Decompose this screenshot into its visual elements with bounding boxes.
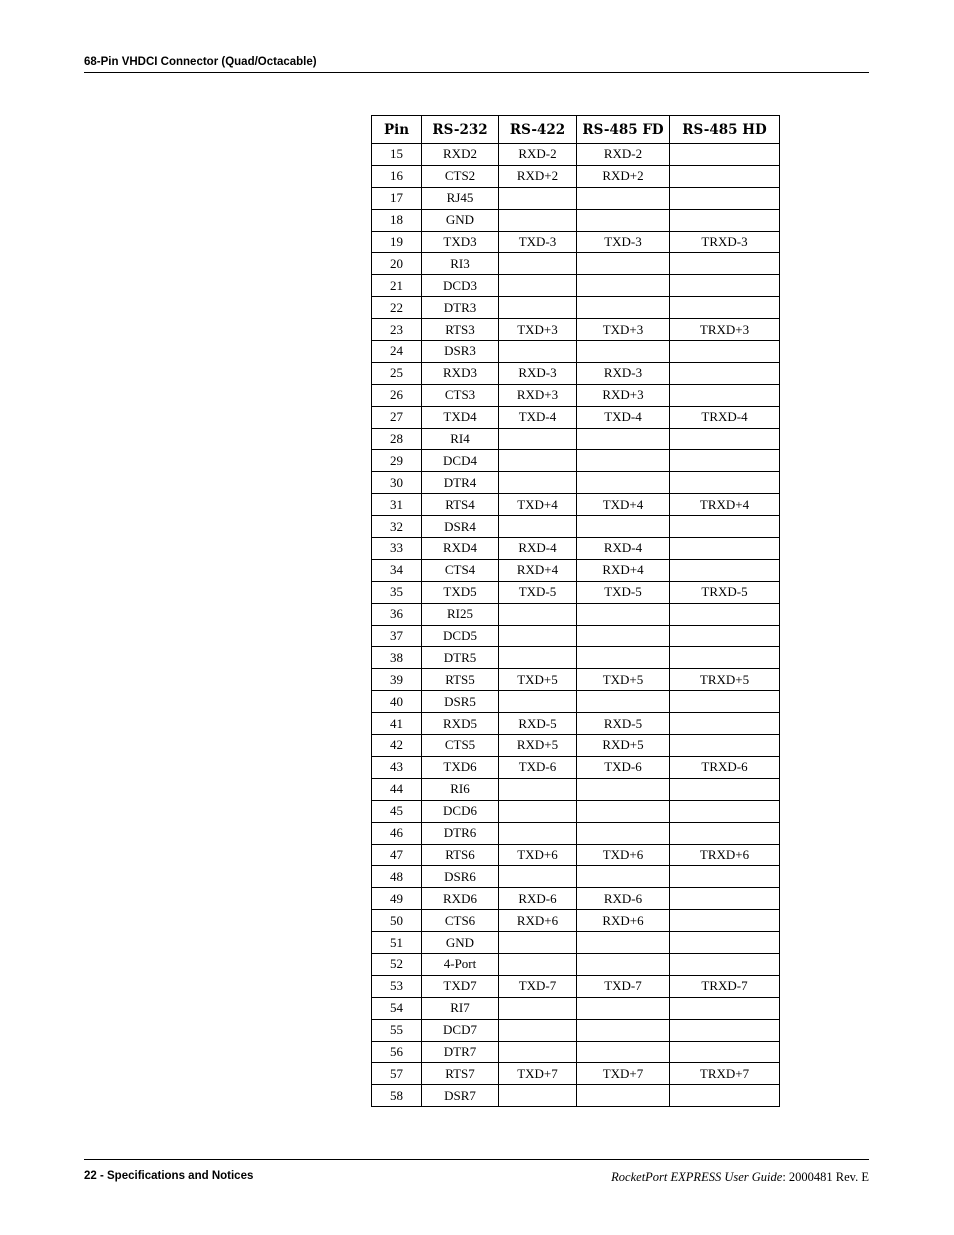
rs485-hd-cell xyxy=(670,953,780,975)
rs422-cell: RXD-6 xyxy=(499,888,577,910)
pin-cell: 30 xyxy=(372,472,422,494)
rs232-cell: DTR7 xyxy=(422,1041,499,1063)
rs422-cell xyxy=(499,932,577,954)
rs485-fd-cell xyxy=(577,603,670,625)
rs422-cell xyxy=(499,1019,577,1041)
table-row xyxy=(372,297,780,319)
rs485-fd-cell xyxy=(577,997,670,1019)
rs422-cell xyxy=(499,953,577,975)
rs422-cell xyxy=(499,822,577,844)
rs485-hd-cell xyxy=(670,691,780,713)
rs485-hd-cell xyxy=(670,778,780,800)
table-row xyxy=(372,735,780,757)
table-row xyxy=(372,625,780,647)
rs485-hd-cell: TRXD-4 xyxy=(670,406,780,428)
rs485-hd-cell: TRXD-7 xyxy=(670,975,780,997)
rs232-cell: DSR5 xyxy=(422,691,499,713)
rs422-cell xyxy=(499,516,577,538)
rs485-fd-cell xyxy=(577,647,670,669)
pin-cell: 19 xyxy=(372,231,422,253)
table-row xyxy=(372,494,780,516)
table-row xyxy=(372,691,780,713)
rs485-hd-cell xyxy=(670,822,780,844)
pin-cell: 32 xyxy=(372,516,422,538)
rs485-fd-cell xyxy=(577,822,670,844)
rs485-hd-cell xyxy=(670,428,780,450)
table-row xyxy=(372,319,780,341)
header-divider xyxy=(84,72,869,73)
table-row xyxy=(372,997,780,1019)
rs232-cell: DTR4 xyxy=(422,472,499,494)
rs422-cell xyxy=(499,647,577,669)
rs422-cell xyxy=(499,691,577,713)
rs485-hd-cell xyxy=(670,165,780,187)
pin-cell: 57 xyxy=(372,1063,422,1085)
rs485-hd-cell xyxy=(670,187,780,209)
rs485-hd-cell: TRXD+4 xyxy=(670,494,780,516)
pin-cell: 37 xyxy=(372,625,422,647)
rs485-fd-cell xyxy=(577,428,670,450)
rs485-hd-cell xyxy=(670,1019,780,1041)
rs422-cell: RXD-5 xyxy=(499,713,577,735)
rs232-cell: TXD7 xyxy=(422,975,499,997)
rs485-fd-cell xyxy=(577,932,670,954)
column-header-rs485-hd: RS-485 HD xyxy=(670,116,780,144)
rs422-cell xyxy=(499,187,577,209)
rs232-cell: RJ45 xyxy=(422,187,499,209)
rs485-fd-cell: TXD-5 xyxy=(577,581,670,603)
table-row xyxy=(372,932,780,954)
pinout-table xyxy=(371,115,780,1107)
table-row xyxy=(372,844,780,866)
rs485-hd-cell xyxy=(670,1085,780,1107)
rs232-cell: RTS7 xyxy=(422,1063,499,1085)
table-body xyxy=(372,144,780,1107)
rs422-cell: TXD-7 xyxy=(499,975,577,997)
rs232-cell: RXD3 xyxy=(422,362,499,384)
rs422-cell xyxy=(499,1041,577,1063)
pin-cell: 56 xyxy=(372,1041,422,1063)
rs422-cell xyxy=(499,253,577,275)
rs232-cell: TXD5 xyxy=(422,581,499,603)
rs485-fd-cell xyxy=(577,800,670,822)
pin-cell: 31 xyxy=(372,494,422,516)
table-row xyxy=(372,275,780,297)
table-row xyxy=(372,647,780,669)
rs232-cell: TXD6 xyxy=(422,756,499,778)
rs232-cell: RTS6 xyxy=(422,844,499,866)
rs485-fd-cell xyxy=(577,297,670,319)
rs422-cell: RXD+2 xyxy=(499,165,577,187)
rs422-cell: TXD-3 xyxy=(499,231,577,253)
pin-cell: 48 xyxy=(372,866,422,888)
table-row xyxy=(372,910,780,932)
table-row xyxy=(372,953,780,975)
rs485-hd-cell xyxy=(670,910,780,932)
pin-cell: 38 xyxy=(372,647,422,669)
rs232-cell: GND xyxy=(422,209,499,231)
rs422-cell xyxy=(499,778,577,800)
rs485-fd-cell xyxy=(577,275,670,297)
pin-cell: 21 xyxy=(372,275,422,297)
pin-cell: 36 xyxy=(372,603,422,625)
table-row xyxy=(372,165,780,187)
rs485-fd-cell: TXD+3 xyxy=(577,319,670,341)
rs232-cell: DCD7 xyxy=(422,1019,499,1041)
table-row xyxy=(372,669,780,691)
rs485-fd-cell xyxy=(577,450,670,472)
rs422-cell xyxy=(499,209,577,231)
rs232-cell: DSR7 xyxy=(422,1085,499,1107)
table-row xyxy=(372,866,780,888)
pin-cell: 22 xyxy=(372,297,422,319)
rs485-hd-cell: TRXD-3 xyxy=(670,231,780,253)
rs485-fd-cell: TXD+7 xyxy=(577,1063,670,1085)
table-row xyxy=(372,559,780,581)
rs485-fd-cell: RXD-4 xyxy=(577,538,670,560)
pin-cell: 27 xyxy=(372,406,422,428)
table-row xyxy=(372,362,780,384)
rs485-fd-cell xyxy=(577,1041,670,1063)
table-row xyxy=(372,538,780,560)
rs485-fd-cell: RXD-6 xyxy=(577,888,670,910)
rs485-fd-cell: RXD+5 xyxy=(577,735,670,757)
rs232-cell: RI7 xyxy=(422,997,499,1019)
footer-revision: : 2000481 Rev. E xyxy=(782,1170,869,1184)
pin-cell: 25 xyxy=(372,362,422,384)
table-header-row xyxy=(372,116,780,144)
table-row xyxy=(372,516,780,538)
table-row xyxy=(372,713,780,735)
rs485-hd-cell: TRXD+5 xyxy=(670,669,780,691)
pin-cell: 49 xyxy=(372,888,422,910)
rs485-fd-cell: RXD+6 xyxy=(577,910,670,932)
table-row xyxy=(372,384,780,406)
pin-cell: 47 xyxy=(372,844,422,866)
rs485-fd-cell: TXD-3 xyxy=(577,231,670,253)
table-row xyxy=(372,800,780,822)
rs485-fd-cell xyxy=(577,1019,670,1041)
rs485-hd-cell: TRXD-5 xyxy=(670,581,780,603)
rs422-cell xyxy=(499,997,577,1019)
rs422-cell: RXD+3 xyxy=(499,384,577,406)
rs485-hd-cell xyxy=(670,209,780,231)
rs232-cell: TXD4 xyxy=(422,406,499,428)
rs422-cell: TXD-4 xyxy=(499,406,577,428)
rs485-fd-cell: TXD-6 xyxy=(577,756,670,778)
pin-cell: 42 xyxy=(372,735,422,757)
rs485-hd-cell xyxy=(670,997,780,1019)
rs422-cell: RXD+6 xyxy=(499,910,577,932)
column-header-rs232: RS-232 xyxy=(422,116,499,144)
rs485-fd-cell xyxy=(577,866,670,888)
rs232-cell: RTS3 xyxy=(422,319,499,341)
rs485-fd-cell xyxy=(577,953,670,975)
page-header-title: 68-Pin VHDCI Connector (Quad/Octacable) xyxy=(84,56,317,68)
rs485-hd-cell xyxy=(670,472,780,494)
rs232-cell: DCD4 xyxy=(422,450,499,472)
footer-guide-title: RocketPort EXPRESS User Guide xyxy=(611,1170,783,1184)
rs232-cell: CTS2 xyxy=(422,165,499,187)
table-row xyxy=(372,341,780,363)
rs232-cell: DCD3 xyxy=(422,275,499,297)
rs485-fd-cell xyxy=(577,778,670,800)
rs485-fd-cell: TXD-7 xyxy=(577,975,670,997)
rs422-cell xyxy=(499,341,577,363)
rs232-cell: DTR6 xyxy=(422,822,499,844)
rs422-cell: TXD+5 xyxy=(499,669,577,691)
rs485-hd-cell: TRXD-6 xyxy=(670,756,780,778)
rs232-cell: RI4 xyxy=(422,428,499,450)
rs485-hd-cell xyxy=(670,384,780,406)
rs232-cell: DCD6 xyxy=(422,800,499,822)
table-row xyxy=(372,406,780,428)
pin-cell: 45 xyxy=(372,800,422,822)
pin-cell: 54 xyxy=(372,997,422,1019)
rs485-hd-cell xyxy=(670,1041,780,1063)
rs485-fd-cell xyxy=(577,691,670,713)
footer-divider xyxy=(84,1159,869,1160)
rs422-cell: TXD+3 xyxy=(499,319,577,341)
rs485-fd-cell xyxy=(577,1085,670,1107)
rs485-fd-cell xyxy=(577,187,670,209)
table-row xyxy=(372,1041,780,1063)
table-row xyxy=(372,1063,780,1085)
rs422-cell: TXD+7 xyxy=(499,1063,577,1085)
rs232-cell: RI6 xyxy=(422,778,499,800)
table-row xyxy=(372,472,780,494)
rs485-fd-cell: RXD+3 xyxy=(577,384,670,406)
table-row xyxy=(372,756,780,778)
footer-document-reference xyxy=(611,1170,869,1185)
rs232-cell: RTS5 xyxy=(422,669,499,691)
pin-cell: 15 xyxy=(372,144,422,166)
rs485-fd-cell xyxy=(577,625,670,647)
rs485-fd-cell xyxy=(577,472,670,494)
pin-cell: 50 xyxy=(372,910,422,932)
table-row xyxy=(372,778,780,800)
rs422-cell xyxy=(499,625,577,647)
pin-cell: 29 xyxy=(372,450,422,472)
rs485-fd-cell xyxy=(577,253,670,275)
rs485-hd-cell xyxy=(670,800,780,822)
rs232-cell: DSR3 xyxy=(422,341,499,363)
pin-cell: 26 xyxy=(372,384,422,406)
rs485-hd-cell xyxy=(670,866,780,888)
rs485-fd-cell: RXD-5 xyxy=(577,713,670,735)
rs422-cell xyxy=(499,275,577,297)
rs232-cell: CTS5 xyxy=(422,735,499,757)
pin-cell: 40 xyxy=(372,691,422,713)
rs232-cell: RXD5 xyxy=(422,713,499,735)
pin-cell: 17 xyxy=(372,187,422,209)
rs485-fd-cell xyxy=(577,209,670,231)
rs232-cell: GND xyxy=(422,932,499,954)
rs485-hd-cell xyxy=(670,538,780,560)
rs485-hd-cell xyxy=(670,647,780,669)
rs422-cell xyxy=(499,603,577,625)
pin-cell: 33 xyxy=(372,538,422,560)
table-row xyxy=(372,581,780,603)
pin-cell: 18 xyxy=(372,209,422,231)
rs422-cell: RXD+5 xyxy=(499,735,577,757)
column-header-rs422: RS-422 xyxy=(499,116,577,144)
rs422-cell xyxy=(499,450,577,472)
rs485-fd-cell: RXD-2 xyxy=(577,144,670,166)
column-header-rs485-fd: RS-485 FD xyxy=(577,116,670,144)
rs422-cell: TXD+4 xyxy=(499,494,577,516)
rs232-cell: DSR4 xyxy=(422,516,499,538)
pin-cell: 23 xyxy=(372,319,422,341)
table-row xyxy=(372,888,780,910)
rs232-cell: CTS6 xyxy=(422,910,499,932)
rs485-fd-cell xyxy=(577,341,670,363)
pin-cell: 35 xyxy=(372,581,422,603)
pin-cell: 55 xyxy=(372,1019,422,1041)
pin-cell: 46 xyxy=(372,822,422,844)
table-row xyxy=(372,975,780,997)
table-row xyxy=(372,144,780,166)
rs422-cell xyxy=(499,428,577,450)
rs485-hd-cell: TRXD+6 xyxy=(670,844,780,866)
rs485-fd-cell: TXD+4 xyxy=(577,494,670,516)
rs485-hd-cell xyxy=(670,297,780,319)
table-row xyxy=(372,1019,780,1041)
table-row xyxy=(372,187,780,209)
rs232-cell: 4-Port xyxy=(422,953,499,975)
rs485-hd-cell xyxy=(670,603,780,625)
rs485-hd-cell xyxy=(670,625,780,647)
rs485-fd-cell: RXD-3 xyxy=(577,362,670,384)
rs232-cell: RXD4 xyxy=(422,538,499,560)
rs232-cell: DCD5 xyxy=(422,625,499,647)
pin-cell: 16 xyxy=(372,165,422,187)
column-header-pin: Pin xyxy=(372,116,422,144)
rs422-cell: TXD-5 xyxy=(499,581,577,603)
pin-cell: 58 xyxy=(372,1085,422,1107)
rs232-cell: RI3 xyxy=(422,253,499,275)
rs232-cell: DSR6 xyxy=(422,866,499,888)
table-row xyxy=(372,428,780,450)
rs422-cell xyxy=(499,866,577,888)
rs485-hd-cell xyxy=(670,253,780,275)
rs485-hd-cell xyxy=(670,932,780,954)
pin-cell: 39 xyxy=(372,669,422,691)
rs422-cell: RXD-2 xyxy=(499,144,577,166)
rs422-cell xyxy=(499,800,577,822)
rs485-hd-cell xyxy=(670,735,780,757)
rs485-fd-cell: TXD+5 xyxy=(577,669,670,691)
table-row xyxy=(372,231,780,253)
rs485-fd-cell: RXD+4 xyxy=(577,559,670,581)
rs232-cell: RI25 xyxy=(422,603,499,625)
rs485-hd-cell xyxy=(670,713,780,735)
rs485-fd-cell: TXD+6 xyxy=(577,844,670,866)
rs485-hd-cell xyxy=(670,516,780,538)
footer-page-label: 22 - Specifications and Notices xyxy=(84,1170,254,1182)
rs485-fd-cell: TXD-4 xyxy=(577,406,670,428)
rs485-hd-cell xyxy=(670,362,780,384)
rs485-hd-cell xyxy=(670,341,780,363)
rs232-cell: DTR5 xyxy=(422,647,499,669)
rs232-cell: DTR3 xyxy=(422,297,499,319)
rs485-hd-cell xyxy=(670,275,780,297)
rs485-hd-cell: TRXD+7 xyxy=(670,1063,780,1085)
rs422-cell: RXD-4 xyxy=(499,538,577,560)
pin-cell: 43 xyxy=(372,756,422,778)
rs422-cell: RXD-3 xyxy=(499,362,577,384)
rs232-cell: RXD6 xyxy=(422,888,499,910)
pin-cell: 20 xyxy=(372,253,422,275)
rs422-cell xyxy=(499,472,577,494)
rs485-fd-cell: RXD+2 xyxy=(577,165,670,187)
rs232-cell: CTS4 xyxy=(422,559,499,581)
rs232-cell: RXD2 xyxy=(422,144,499,166)
rs422-cell: TXD+6 xyxy=(499,844,577,866)
pin-cell: 24 xyxy=(372,341,422,363)
rs422-cell: RXD+4 xyxy=(499,559,577,581)
pin-cell: 53 xyxy=(372,975,422,997)
pin-cell: 52 xyxy=(372,953,422,975)
table-row xyxy=(372,209,780,231)
pin-cell: 44 xyxy=(372,778,422,800)
rs485-hd-cell xyxy=(670,450,780,472)
pin-cell: 28 xyxy=(372,428,422,450)
rs232-cell: TXD3 xyxy=(422,231,499,253)
rs232-cell: RTS4 xyxy=(422,494,499,516)
table-row xyxy=(372,450,780,472)
rs232-cell: CTS3 xyxy=(422,384,499,406)
pin-cell: 41 xyxy=(372,713,422,735)
pin-cell: 51 xyxy=(372,932,422,954)
table-row xyxy=(372,253,780,275)
rs422-cell: TXD-6 xyxy=(499,756,577,778)
table-row xyxy=(372,603,780,625)
rs485-hd-cell xyxy=(670,144,780,166)
rs485-hd-cell xyxy=(670,888,780,910)
rs485-hd-cell: TRXD+3 xyxy=(670,319,780,341)
rs485-hd-cell xyxy=(670,559,780,581)
rs422-cell xyxy=(499,1085,577,1107)
table-row xyxy=(372,1085,780,1107)
rs422-cell xyxy=(499,297,577,319)
rs485-fd-cell xyxy=(577,516,670,538)
pin-cell: 34 xyxy=(372,559,422,581)
table-row xyxy=(372,822,780,844)
